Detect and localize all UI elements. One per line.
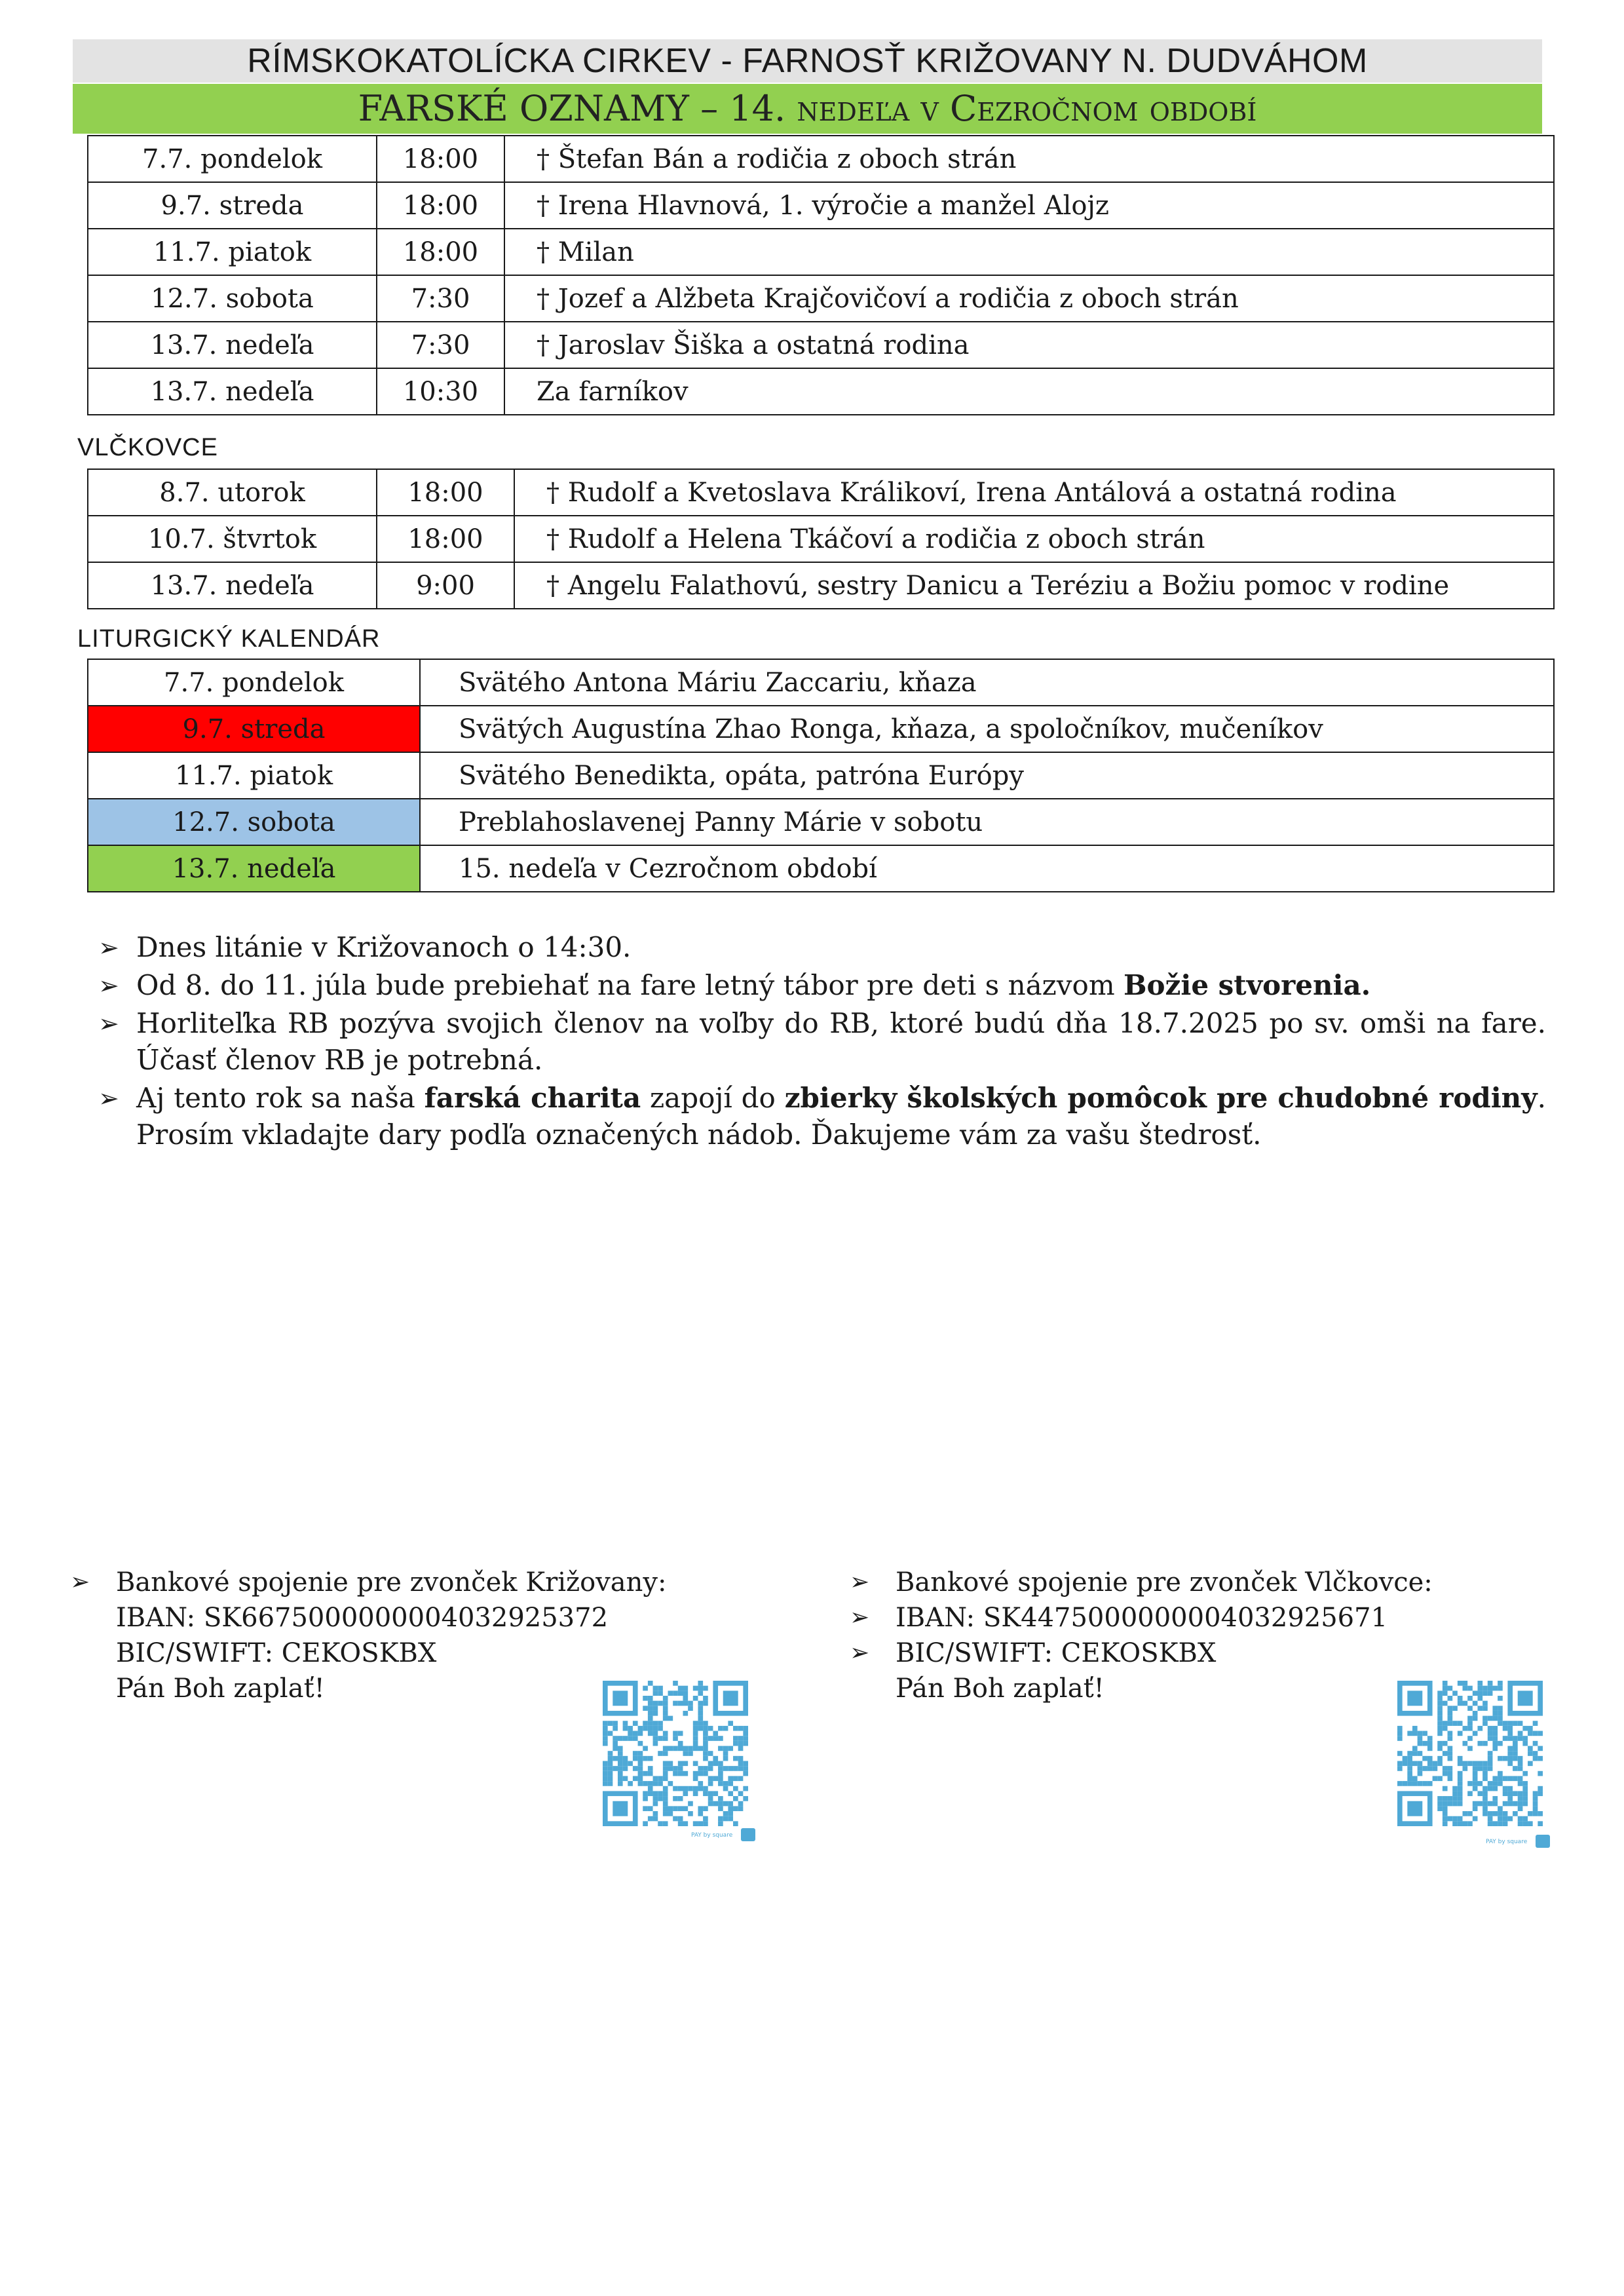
calendar-row: [88, 706, 1554, 752]
bank-info-krizovany: [70, 1565, 666, 1706]
announcements-title: [73, 84, 1542, 134]
arrowhead-bullet-icon: ➢: [70, 1569, 90, 1596]
bic-text: BIC/SWIFT: CEKOSKBX: [116, 1638, 437, 1668]
parish-title: RÍMSKOKATOLÍCKA CIRKEV - FARNOSŤ KRIŽOVANY N. DUDVÁHOM: [73, 39, 1542, 83]
notices-list: [98, 929, 1546, 1155]
notice-bold-text: zbierky školských pomôcok pre chudobné rodiny: [784, 1082, 1538, 1114]
notice-item: [98, 1080, 1546, 1153]
notice-item: [98, 1005, 1546, 1079]
mass-time: 18:00: [377, 136, 504, 182]
mass-time: 18:00: [377, 516, 514, 562]
calendar-celebration: 15. nedeľa v Cezročnom období: [420, 845, 1554, 892]
mass-intention: † Milan: [504, 229, 1554, 275]
mass-row: [88, 275, 1554, 322]
mass-intention: † Jozef a Alžbeta Krajčovičoví a rodičia z oboch strán: [504, 275, 1554, 322]
mass-time: 18:00: [377, 469, 514, 516]
bank-heading: Bankové spojenie pre zvonček Vlčkovce:: [896, 1567, 1433, 1598]
pay-by-square-logo-icon: [1536, 1835, 1550, 1848]
arrowhead-bullet-icon: ➢: [850, 1604, 870, 1631]
qr-code-vlckovce: [1397, 1681, 1543, 1826]
calendar-date: 12.7. sobota: [88, 799, 420, 845]
krizovany-schedule: [87, 135, 1555, 415]
mass-intention: † Štefan Bán a rodičia z oboch strán: [504, 136, 1554, 182]
notice-text: . Prosím vkladajte dary podľa označených nádob. Ďakujeme vám za vašu štedrosť.: [136, 1082, 1546, 1151]
mass-date: 13.7. nedeľa: [88, 322, 377, 368]
announcements-title-smallcaps: nedeľa v Cezročnom období: [797, 88, 1257, 129]
mass-time: 18:00: [377, 229, 504, 275]
calendar-row: [88, 752, 1554, 799]
notice-bold-text: Božie stvorenia.: [1124, 969, 1371, 1001]
arrowhead-bullet-icon: ➢: [850, 1569, 870, 1596]
mass-date: 9.7. streda: [88, 182, 377, 229]
mass-intention: Za farníkov: [504, 368, 1554, 415]
notice-text: Dnes litánie v Križovanoch o 14:30.: [136, 931, 632, 963]
vlckovce-schedule: [87, 469, 1555, 609]
pay-by-square-caption: PAY by square: [1486, 1839, 1528, 1845]
mass-row: [88, 136, 1554, 182]
mass-row: [88, 516, 1554, 562]
mass-intention: † Rudolf a Kvetoslava Králikoví, Irena Antálová a ostatná rodina: [514, 469, 1554, 516]
bic-text: BIC/SWIFT: CEKOSKBX: [896, 1638, 1217, 1668]
mass-date: 10.7. štvrtok: [88, 516, 377, 562]
calendar-celebration: Preblahoslavenej Panny Márie v sobotu: [420, 799, 1554, 845]
mass-date: 8.7. utorok: [88, 469, 377, 516]
calendar-celebration: Svätého Antona Máriu Zaccariu, kňaza: [420, 659, 1554, 706]
qr-code-krizovany: [603, 1681, 748, 1826]
announcements-title-caps: FARSKÉ OZNAMY – 14.: [358, 88, 786, 129]
mass-row: [88, 322, 1554, 368]
mass-date: 11.7. piatok: [88, 229, 377, 275]
mass-row: [88, 562, 1554, 609]
bank-info-vlckovce: [850, 1565, 1433, 1706]
thanks-text: Pán Boh zaplať!: [116, 1674, 325, 1704]
mass-date: 7.7. pondelok: [88, 136, 377, 182]
mass-row: [88, 469, 1554, 516]
calendar-row: [88, 845, 1554, 892]
thanks-text: Pán Boh zaplať!: [896, 1674, 1105, 1704]
notice-bold-text: farská charita: [424, 1082, 641, 1114]
notice-text: Horliteľka RB pozýva svojich členov na voľby do RB, ktoré budú dňa 18.7.2025 po sv. omši na fare. Účasť členov RB je potrebná.: [136, 1007, 1546, 1076]
notice-item: [98, 967, 1546, 1004]
pay-by-square-logo-icon: [741, 1828, 755, 1841]
mass-row: [88, 368, 1554, 415]
arrowhead-bullet-icon: ➢: [850, 1639, 870, 1666]
mass-date: 12.7. sobota: [88, 275, 377, 322]
mass-time: 9:00: [377, 562, 514, 609]
iban-text: IBAN: SK6675000000004032925372: [116, 1603, 609, 1633]
mass-time: 10:30: [377, 368, 504, 415]
calendar-date: 13.7. nedeľa: [88, 845, 420, 892]
liturgical-calendar: [87, 659, 1555, 892]
arrowhead-bullet-icon: ➢: [98, 933, 119, 962]
calendar-celebration: Svätých Augustína Zhao Ronga, kňaza, a spoločníkov, mučeníkov: [420, 706, 1554, 752]
notice-item: [98, 929, 1546, 966]
arrowhead-bullet-icon: ➢: [98, 1084, 119, 1113]
mass-row: [88, 182, 1554, 229]
notice-text: zapojí do: [641, 1082, 785, 1114]
mass-intention: † Jaroslav Šiška a ostatná rodina: [504, 322, 1554, 368]
mass-date: 13.7. nedeľa: [88, 562, 377, 609]
calendar-row: [88, 799, 1554, 845]
calendar-date: 11.7. piatok: [88, 752, 420, 799]
arrowhead-bullet-icon: ➢: [98, 1009, 119, 1038]
mass-date: 13.7. nedeľa: [88, 368, 377, 415]
pay-by-square-caption: PAY by square: [691, 1832, 733, 1839]
mass-intention: † Irena Hlavnová, 1. výročie a manžel Alojz: [504, 182, 1554, 229]
calendar-row: [88, 659, 1554, 706]
mass-row: [88, 229, 1554, 275]
vlckovce-label: VLČKOVCE: [77, 434, 218, 461]
notice-text: Aj tento rok sa naša: [136, 1082, 425, 1114]
calendar-date: 7.7. pondelok: [88, 659, 420, 706]
iban-text: IBAN: SK4475000000004032925671: [896, 1603, 1388, 1633]
mass-time: 18:00: [377, 182, 504, 229]
calendar-date: 9.7. streda: [88, 706, 420, 752]
mass-intention: † Rudolf a Helena Tkáčoví a rodičia z oboch strán: [514, 516, 1554, 562]
calendar-celebration: Svätého Benedikta, opáta, patróna Európy: [420, 752, 1554, 799]
arrowhead-bullet-icon: ➢: [98, 971, 119, 1000]
notice-text: Od 8. do 11. júla bude prebiehať na fare letný tábor pre deti s názvom: [136, 969, 1124, 1001]
mass-time: 7:30: [377, 322, 504, 368]
liturgical-calendar-label: LITURGICKÝ KALENDÁR: [77, 625, 381, 653]
mass-intention: † Angelu Falathovú, sestry Danicu a Teréziu a Božiu pomoc v rodine: [514, 562, 1554, 609]
bank-heading: Bankové spojenie pre zvonček Križovany:: [116, 1567, 667, 1598]
mass-time: 7:30: [377, 275, 504, 322]
